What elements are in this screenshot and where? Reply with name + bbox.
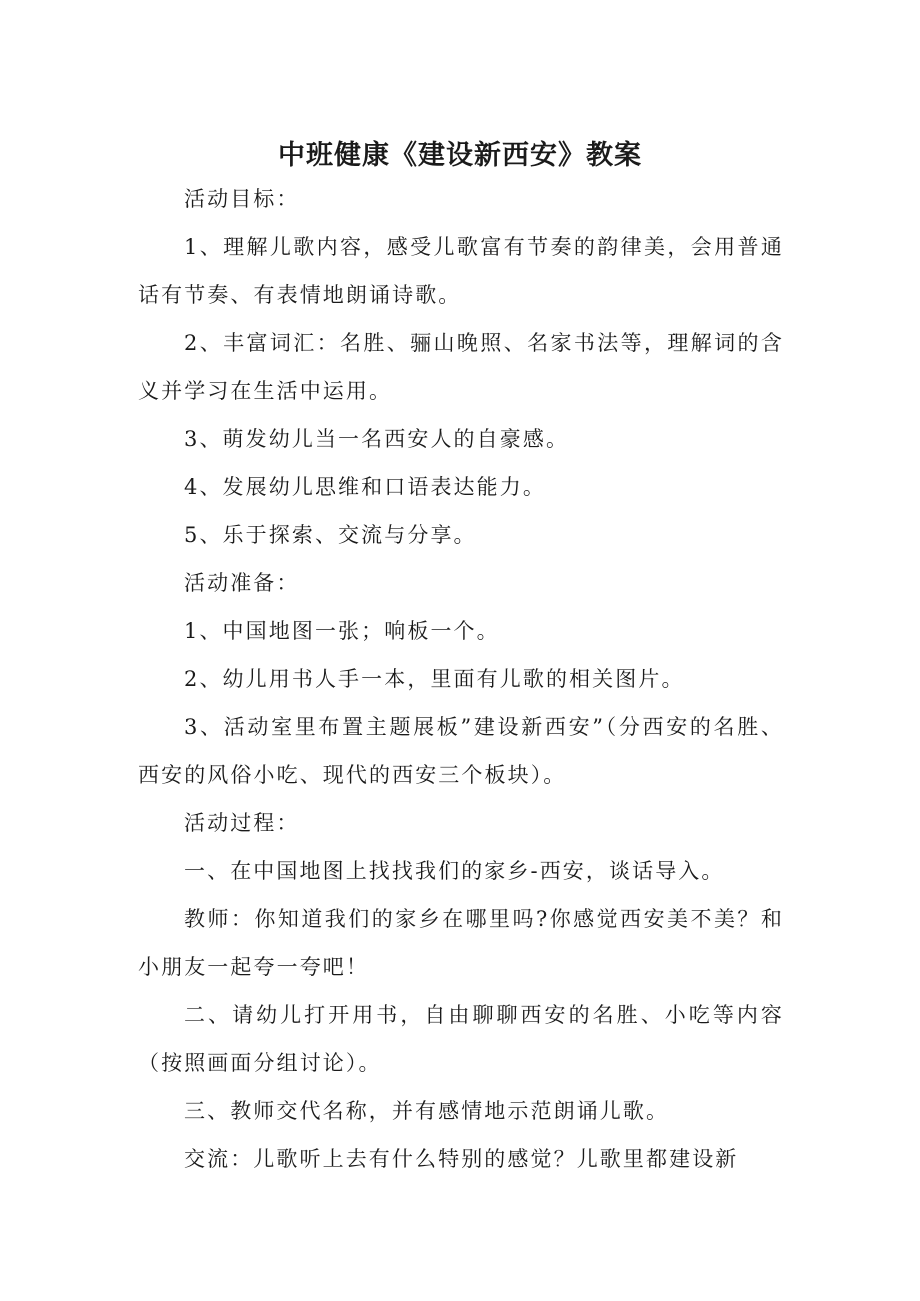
paragraph: 三、教师交代名称，并有感情地示范朗诵儿歌。 bbox=[184, 1099, 670, 1123]
paragraph: 交流：儿歌听上去有什么特别的感觉？儿歌里都建设新 bbox=[184, 1147, 739, 1171]
paragraph: 2、幼儿用书人手一本，里面有儿歌的相关图片。 bbox=[184, 667, 685, 691]
document-title: 中班健康《建设新西安》教案 bbox=[278, 140, 642, 172]
paragraph: 1、理解儿歌内容，感受儿歌富有节奏的韵律美，会用普通话有节奏、有表情地朗诵诗歌。 bbox=[138, 235, 784, 307]
paragraph: 1、中国地图一张；响板一个。 bbox=[184, 619, 500, 643]
paragraph: 教师：你知道我们的家乡在哪里吗?你感觉西安美不美？和小朋友一起夸一夸吧！ bbox=[138, 907, 784, 979]
section-heading-process: 活动过程： bbox=[184, 811, 300, 835]
section-heading-objectives: 活动目标： bbox=[184, 187, 300, 211]
paragraph: 3、活动室里布置主题展板”建设新西安”（分西安的名胜、西安的风俗小吃、现代的西安三个板块）。 bbox=[138, 715, 784, 787]
section-heading-preparation: 活动准备： bbox=[184, 571, 300, 595]
paragraph: 3、萌发幼儿当一名西安人的自豪感。 bbox=[184, 427, 570, 451]
paragraph: 二、请幼儿打开用书，自由聊聊西安的名胜、小吃等内容（按照画面分组讨论）。 bbox=[138, 1003, 784, 1075]
paragraph: 4、发展幼儿思维和口语表达能力。 bbox=[184, 475, 546, 499]
document-body bbox=[138, 175, 784, 1183]
paragraph: 一、在中国地图上找找我们的家乡-西安，谈话导入。 bbox=[184, 859, 725, 883]
paragraph: 2、丰富词汇：名胜、骊山晚照、名家书法等，理解词的含义并学习在生活中运用。 bbox=[138, 331, 784, 403]
paragraph: 5、乐于探索、交流与分享。 bbox=[184, 523, 477, 547]
